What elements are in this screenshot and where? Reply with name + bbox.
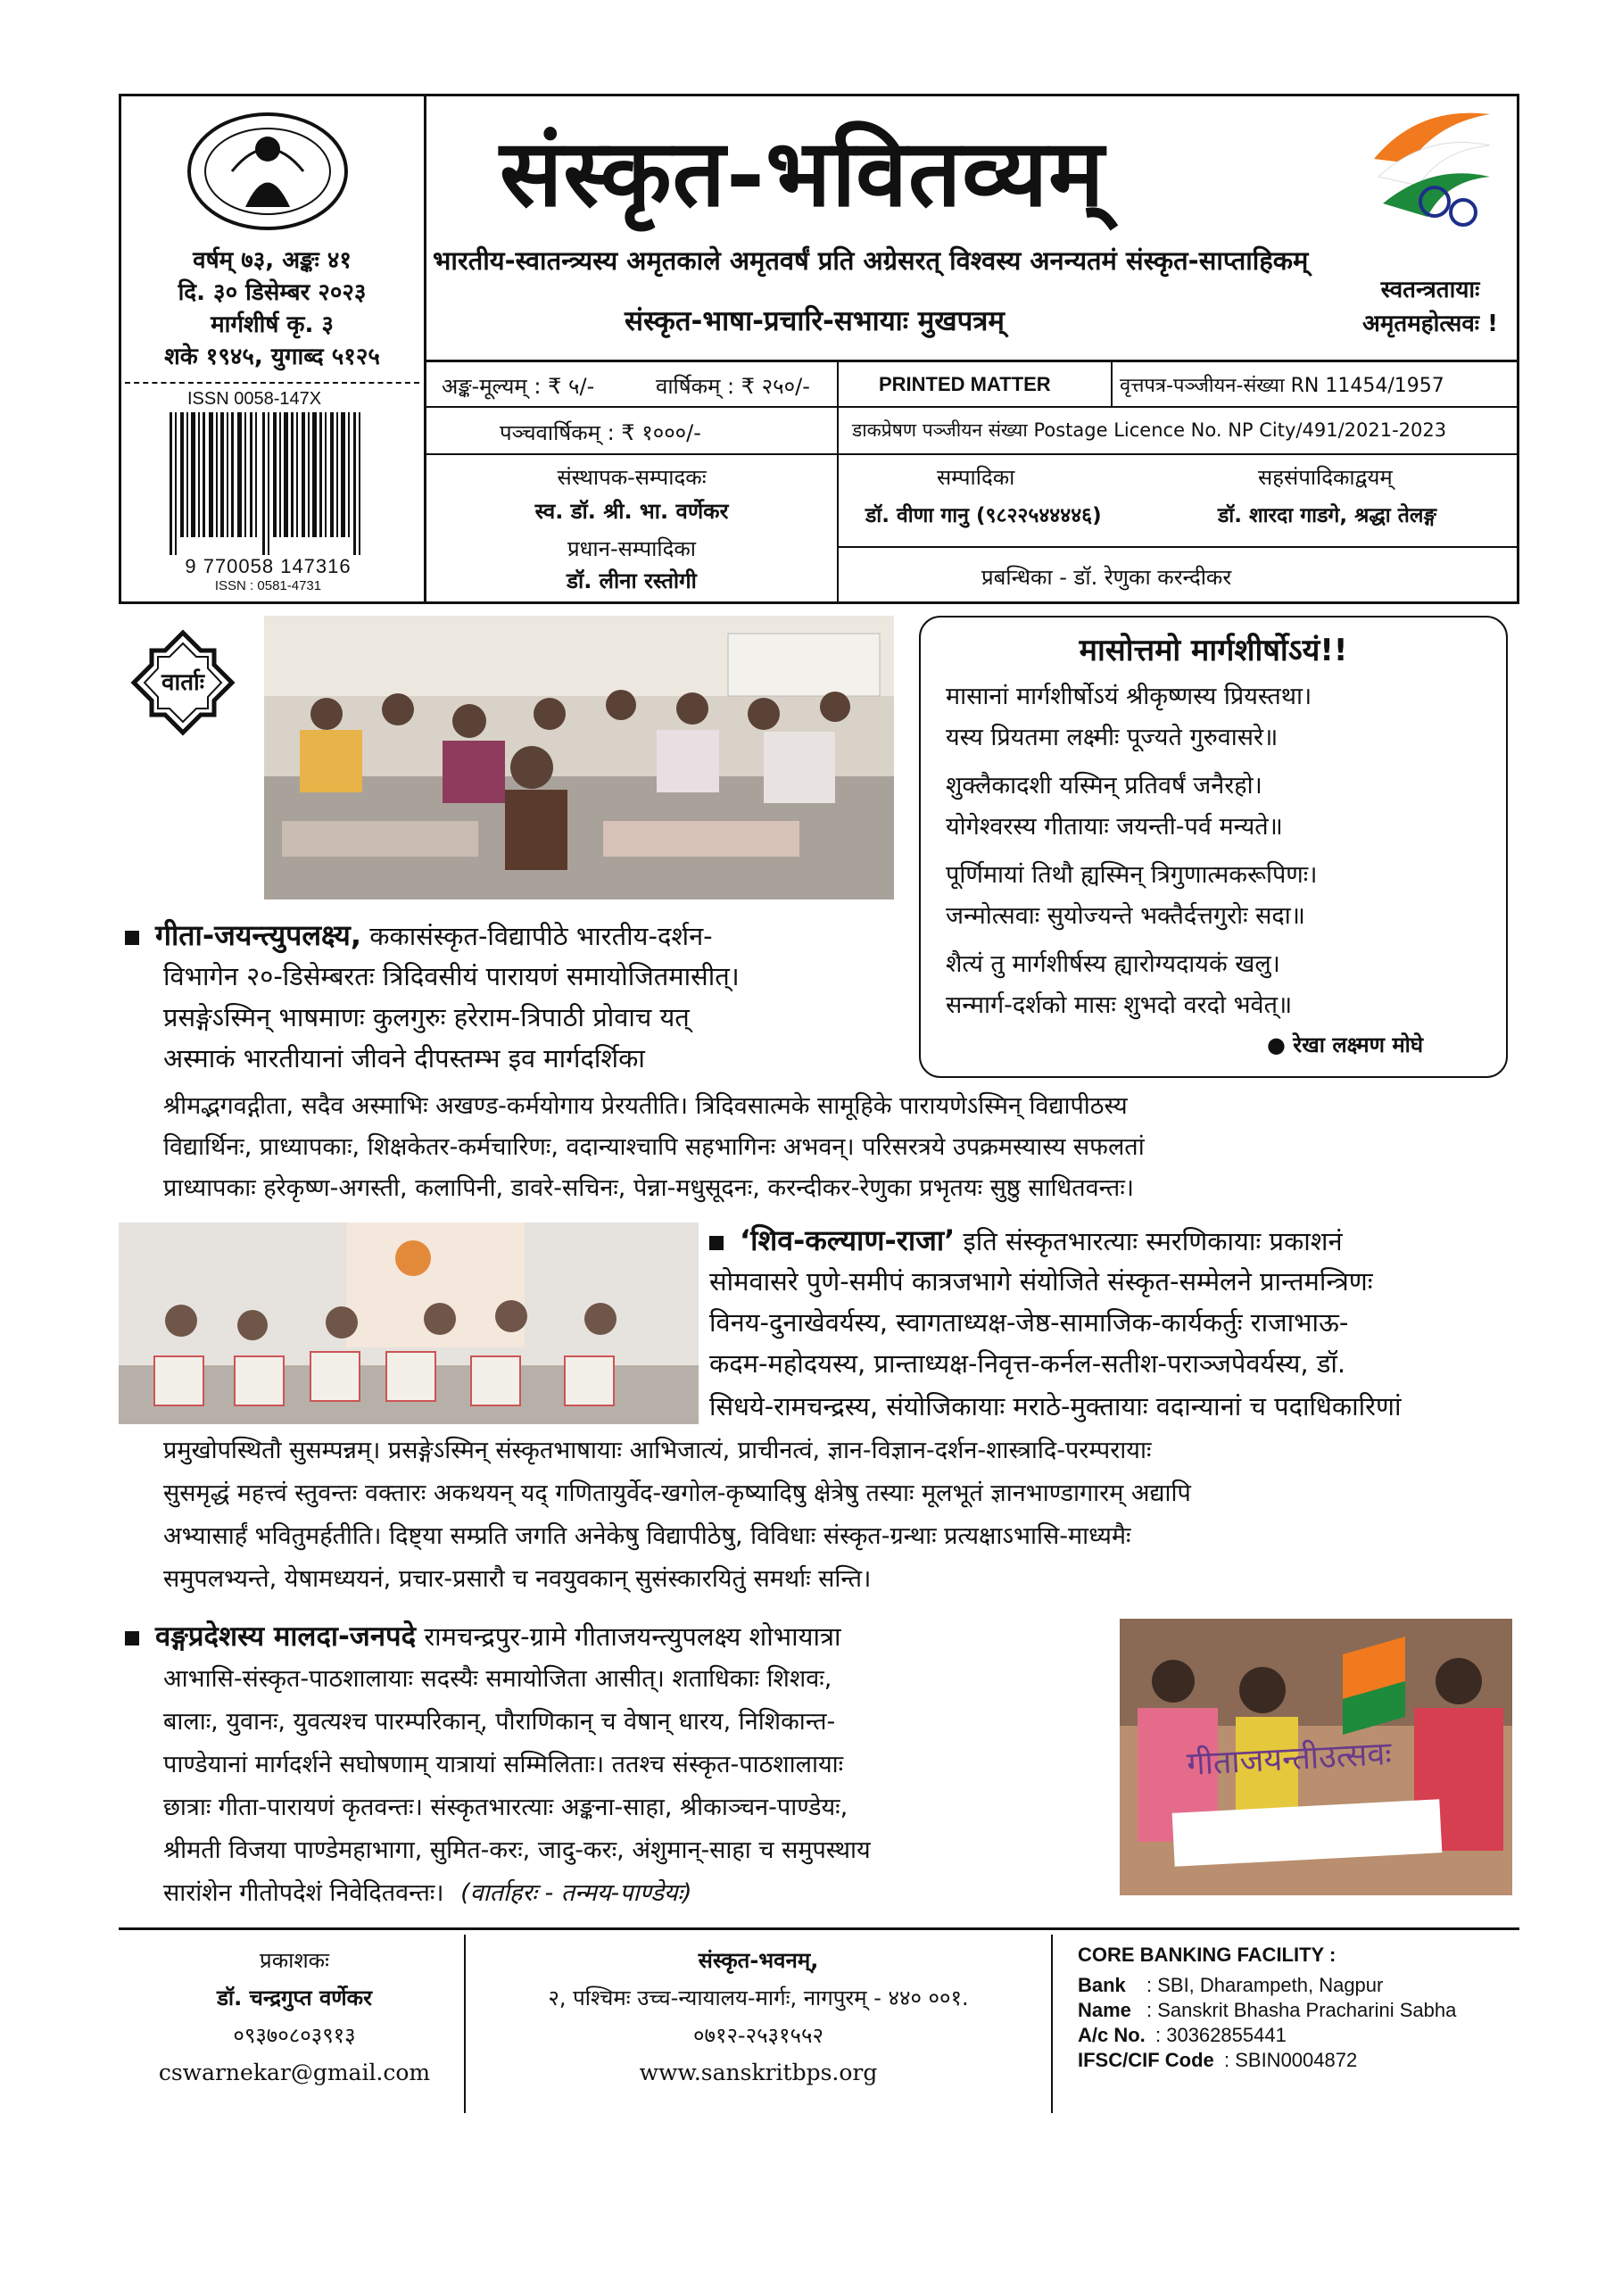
issn-small: ISSN : 0581-4731 xyxy=(214,578,322,593)
news-item-3-line-4: पाण्डेयानां मार्गदर्शने सघोषणाम् यात्रायां सम्मिलिताः। ततश्च संस्कृत-पाठशालायाः xyxy=(163,1751,844,1778)
bank-value-account: : 30362855441 xyxy=(1155,2024,1287,2046)
masthead-divider-3 xyxy=(1111,360,1113,406)
barcode xyxy=(168,412,364,555)
masthead-rule-4 xyxy=(837,546,1519,548)
news-item-3-line-3: बालाः, युवानः, युवत्यश्च पारम्परिकान्, पौराणिकान् च वेषान् धारय, निशिकान्त- xyxy=(163,1708,836,1736)
website-link[interactable]: www.sanskritbps.org xyxy=(639,2060,878,2085)
book-release-photo xyxy=(119,1223,699,1424)
poem-line-7: शैत्यं तु मार्गशीर्षस्य ह्यारोग्यदायकं खलु। xyxy=(946,950,1280,978)
footer-divider-1 xyxy=(464,1935,466,2113)
news-item-1-line-5: श्रीमद्भगवद्गीता, सदैव अस्माभिः अखण्ड-कर्मयोगाय प्रेरयतीति। त्रिदिवसात्मके सामूहिके पारायणेऽस्मिन् विद्यापीठस्य xyxy=(163,1092,1128,1120)
news-item-3-heading: वङ्गप्रदेशस्य मालदा-जनपदे xyxy=(155,1620,417,1653)
newspaper-tagline: संस्कृत-भाषा-प्रचारि-सभायाः मुखपत्रम् xyxy=(625,305,1005,337)
poem-line-6: जन्मोत्सवाः सुयोज्यन्ते भक्तैर्दत्तगुरोः सदा॥ xyxy=(946,902,1305,930)
bank-value-ifsc: : SBIN0004872 xyxy=(1224,2049,1358,2071)
manager-name: प्रबन्धिका - डॉ. रेणुका करन्दीकर xyxy=(981,565,1232,590)
poem-line-1: मासानां मार्गशीर्षोऽयं श्रीकृष्णस्य प्रियस्तथा। xyxy=(946,683,1312,710)
footer-divider-2 xyxy=(1051,1935,1053,2113)
poem-line-4: योगेश्वरस्य गीतायाः जयन्ती-पर्व मन्यते॥ xyxy=(946,813,1283,841)
news-item-2-line-1: इति संस्कृतभारत्याः स्मरणिकायाः प्रकाशनं xyxy=(963,1226,1343,1256)
chief-editor-label: प्रधान-सम्पादिका xyxy=(567,536,696,561)
editor-label: सम्पादिका xyxy=(937,465,1015,490)
news-item-1-line-4: अस्माकं भारतीयानां जीवने दीपस्तम्भ इव मार्गदर्शिका xyxy=(163,1043,645,1073)
poem-line-3: शुक्लैकादशी यस्मिन् प्रतिवर्षं जनैरहो। xyxy=(946,772,1262,800)
coeditors-label: सहसंपादिकाद्वयम् xyxy=(1258,465,1393,490)
news-item-3-line-7: सारांशेन गीतोपदेशं निवेदितवन्तः। xyxy=(163,1879,444,1907)
founder-name: स्व. डॉ. श्री. भा. वर्णेकर xyxy=(534,499,729,524)
news-item-1-line-2: विभागेन २०-डिसेम्बरतः त्रिदिवसीयं पारायणं समायोजितमासीत्। xyxy=(163,961,740,991)
news-item-3-line-2: आभासि-संस्कृत-पाठशालायाः सदस्यैः समायोजिता आसीत्। शताधिकाः शिशवः, xyxy=(163,1665,832,1693)
coeditors-names: डॉ. शारदा गाडगे, श्रद्धा तेलङ्ग xyxy=(1218,504,1436,527)
news-item-1-line-7: प्राध्यापकाः हरेकृष्ण-अगस्ती, कलापिनी, डावरे-सचिनः, पेन्ना-मधुसूदनः, करन्दीकर-रेणुका प्रभृतयः सुष्ठु साधितवन्तः। xyxy=(163,1174,1135,1202)
address-label: संस्कृत-भवनम्, xyxy=(698,1948,819,1973)
issue-line-2: दि. ३० डिसेम्बर २०२३ xyxy=(178,279,367,306)
address-phone: ०७१२-२५३१५५२ xyxy=(693,2023,823,2048)
news-item-2-heading: ‘शिव-कल्याण-राजा’ xyxy=(740,1223,956,1257)
news-item-2-line-8: अभ्यासार्हं भवितुमर्हतीति। दिष्ट्या सम्प्रति जगति अनेकेषु विद्यापीठेषु, विविधाः संस्कृत-ग्रन्थाः प्रत्यक्षाऽभासि-माध्यमैः xyxy=(163,1522,1131,1550)
founder-label: संस्थापक-सम्पादकः xyxy=(557,465,707,490)
masthead-rule-3 xyxy=(424,453,1519,455)
bank-value-bank: : SBI, Dharampeth, Nagpur xyxy=(1146,1974,1384,1996)
news-item-2-line-6: प्रमुखोपस्थितौ सुसम्पन्नम्। प्रसङ्गेऽस्मिन् संस्कृतभाषायाः आभिजात्यं, प्राचीनत्वं, ज्ञान-विज्ञान-दर्शन-शास्त्रादि-परम्परायाः xyxy=(163,1437,1152,1464)
amrit-mahotsav-logo xyxy=(1356,96,1499,284)
news-item-2-line-9: समुपलभ्यन्ते, येषामध्ययनं, प्रचार-प्रसारौ च नवयुवकान् सुसंस्कारयितुं समर्थाः सन्ति। xyxy=(163,1565,872,1593)
issue-line-4: शके १९४५, युगाब्द ५१२५ xyxy=(164,344,380,370)
bank-value-name: : Sanskrit Bhasha Pracharini Sabha xyxy=(1146,1999,1457,2021)
bullet-square xyxy=(125,931,139,945)
news-item-2-line-4: कदम-महोदयस्य, प्रान्ताध्यक्ष-निवृत्त-कर्नल-सतीश-पराञ्जपेवर्यस्य, डॉ. xyxy=(709,1348,1346,1379)
news-item-1-first-line xyxy=(125,916,910,956)
motto-line-1: स्वतन्त्रतायाः xyxy=(1380,277,1480,303)
bank-label-account: A/c No. xyxy=(1078,2024,1146,2046)
masthead-rule xyxy=(424,360,1519,362)
news-item-3-line-5: छात्राः गीता-पारायणं कृतवन्तः। संस्कृतभारत्याः अङ्कना-साहा, श्रीकाञ्चन-पाण्डेयः, xyxy=(163,1794,848,1821)
poem-line-5: पूर्णिमायां तिथौ ह्यस्मिन् त्रिगुणात्मकरूपिणः। xyxy=(946,861,1318,889)
news-item-1-heading: गीता-जयन्त्युपलक्ष्य, xyxy=(155,918,361,952)
price: अङ्क-मूल्यम् : ₹ ५/- xyxy=(442,374,595,399)
news-item-1-line-6: विद्यार्थिनः, प्राध्यापकाः, शिक्षकेतर-कर्मचारिणः, वदान्याश्चापि सहभागिनः अभवन्। परिसरत्रये उपक्रमस्यास्य सफलतां xyxy=(163,1133,1145,1161)
bank-title: CORE BANKING FACILITY : xyxy=(1078,1944,1336,1966)
poem-title: मासोत्तमो मार्गशीर्षोऽयं!! xyxy=(1079,633,1348,668)
masthead-divider-2 xyxy=(837,360,839,604)
publisher-email[interactable]: cswarnekar@gmail.com xyxy=(158,2060,431,2085)
festival-banner-text: गीताजयन्तीउत्सवः xyxy=(1186,1736,1393,1783)
news-item-2-first-line xyxy=(709,1221,1512,1261)
news-item-3-line-1: रामचन्द्रपुर-ग्रामे गीताजयन्त्युपलक्ष्य शोभायात्रा xyxy=(424,1621,841,1652)
annual-subscription: वार्षिकम् : ₹ २५०/- xyxy=(656,374,810,399)
news-item-2-line-5: सिधये-रामचन्द्रस्य, संयोजिकायाः मराठे-मुक्तायाः वदान्यानां च पदाधिकारिणां xyxy=(709,1391,1402,1422)
issue-line-1: वर्षम् ७३, अङ्कः ४१ xyxy=(193,247,352,274)
five-year-subscription: पञ्चवार्षिकम् : ₹ १०००/- xyxy=(500,420,701,445)
postage-licence: डाकप्रेषण पञ्जीयन संख्या Postage Licence No. NP City/491/2021-2023 xyxy=(852,419,1447,441)
publisher-name: डॉ. चन्द्रगुप्त वर्णेकर xyxy=(217,1985,372,2010)
registration-number: वृत्तपत्र-पञ्जीयन-संख्या RN 11454/1957 xyxy=(1120,375,1444,397)
issn-dash xyxy=(125,382,419,385)
bank-label-name: Name xyxy=(1078,1999,1131,2021)
bank-label-ifsc: IFSC/CIF Code xyxy=(1078,2049,1214,2071)
masthead-rule-2 xyxy=(424,406,1519,408)
issn-label: ISSN 0058-147X xyxy=(187,389,322,409)
news-item-1-line-1: ककासंस्कृत-विद्यापीठे भारतीय-दर्शन- xyxy=(369,921,713,951)
news-item-2-line-3: विनय-दुनाखेवर्यस्य, स्वागताध्यक्ष-जेष्ठ-सामाजिक-कार्यकर्तुः राजाभाऊ- xyxy=(709,1307,1349,1338)
chief-editor-name: डॉ. लीना रस्तोगी xyxy=(567,568,697,593)
news-item-1-line-3: प्रसङ्गेऽस्मिन् भाषमाणः कुलगुरुः हरेराम-त्रिपाठी प्रोवाच यत् xyxy=(163,1002,690,1032)
publisher-phone: ०९३७०८०३९१३ xyxy=(233,2023,356,2048)
sabha-emblem xyxy=(183,109,352,234)
issue-line-3: मार्गशीर्ष कृ. ३ xyxy=(211,311,334,338)
news-item-3-last-line xyxy=(163,1874,1100,1913)
news-item-3-line-6: श्रीमती विजया पाण्डेमहाभागा, सुमित-करः, जादु-करः, अंशुमान्-साहा च समुपस्थाय xyxy=(163,1836,871,1864)
editor-name: डॉ. वीणा गानु (९८२२५४४४४६) xyxy=(865,504,1102,527)
publisher-label: प्रकाशकः xyxy=(260,1948,329,1973)
news-item-2-line-2: सोमवासरे पुणे-समीपं कात्रजभागे संयोजिते संस्कृत-सम्मेलने प्रान्तमन्त्रिणः xyxy=(709,1266,1373,1297)
newspaper-subtitle: भारतीय-स्वातन्त्र्यस्य अमृतकाले अमृतवर्षं प्रति अग्रेसरत् विश्वस्य अनन्यतमं संस्कृत-साप्ताहिकम् xyxy=(433,245,1309,276)
classroom-photo xyxy=(264,616,894,899)
reporter-credit: (वार्ताहरः - तन्मय-पाण्डेयः) xyxy=(460,1879,692,1907)
poem-line-2: यस्य प्रियतमा लक्ष्मीः पूज्यते गुरुवासरे॥ xyxy=(946,724,1279,751)
barcode-number: 9 770058 147316 xyxy=(185,555,352,577)
footer-rule xyxy=(119,1927,1519,1930)
poem-line-8: सन्मार्ग-दर्शको मासः शुभदो वरदो भवेत्॥ xyxy=(946,991,1293,1019)
newspaper-title: संस्कृत-भवितव्यम् xyxy=(500,118,1105,228)
motto-line-2: अमृतमहोत्सवः ! xyxy=(1362,311,1498,337)
bank-label-bank: Bank xyxy=(1078,1974,1126,1996)
printed-matter: PRINTED MATTER xyxy=(879,373,1051,395)
news-item-3-first-line xyxy=(125,1617,1106,1656)
address-line: २, पश्चिमः उच्च-न्यायालय-मार्गः, नागपुरम् - ४४० ००१. xyxy=(548,1985,969,2010)
news-badge-label: वार्ताः xyxy=(161,669,204,696)
bullet-square xyxy=(709,1236,724,1250)
news-item-2-line-7: सुसमृद्धं महत्त्वं स्तुवन्तः वक्तारः अकथयन् यद् गणितायुर्वेद-खगोल-कृष्यादिषु क्षेत्रेषु तस्याः मूलभूतं ज्ञानभाण्डागारम् अद्यापि xyxy=(163,1480,1191,1507)
masthead-divider xyxy=(424,94,426,604)
poem-author: ● रेखा लक्ष्मण मोघे xyxy=(1267,1032,1424,1057)
bullet-square xyxy=(125,1631,139,1645)
